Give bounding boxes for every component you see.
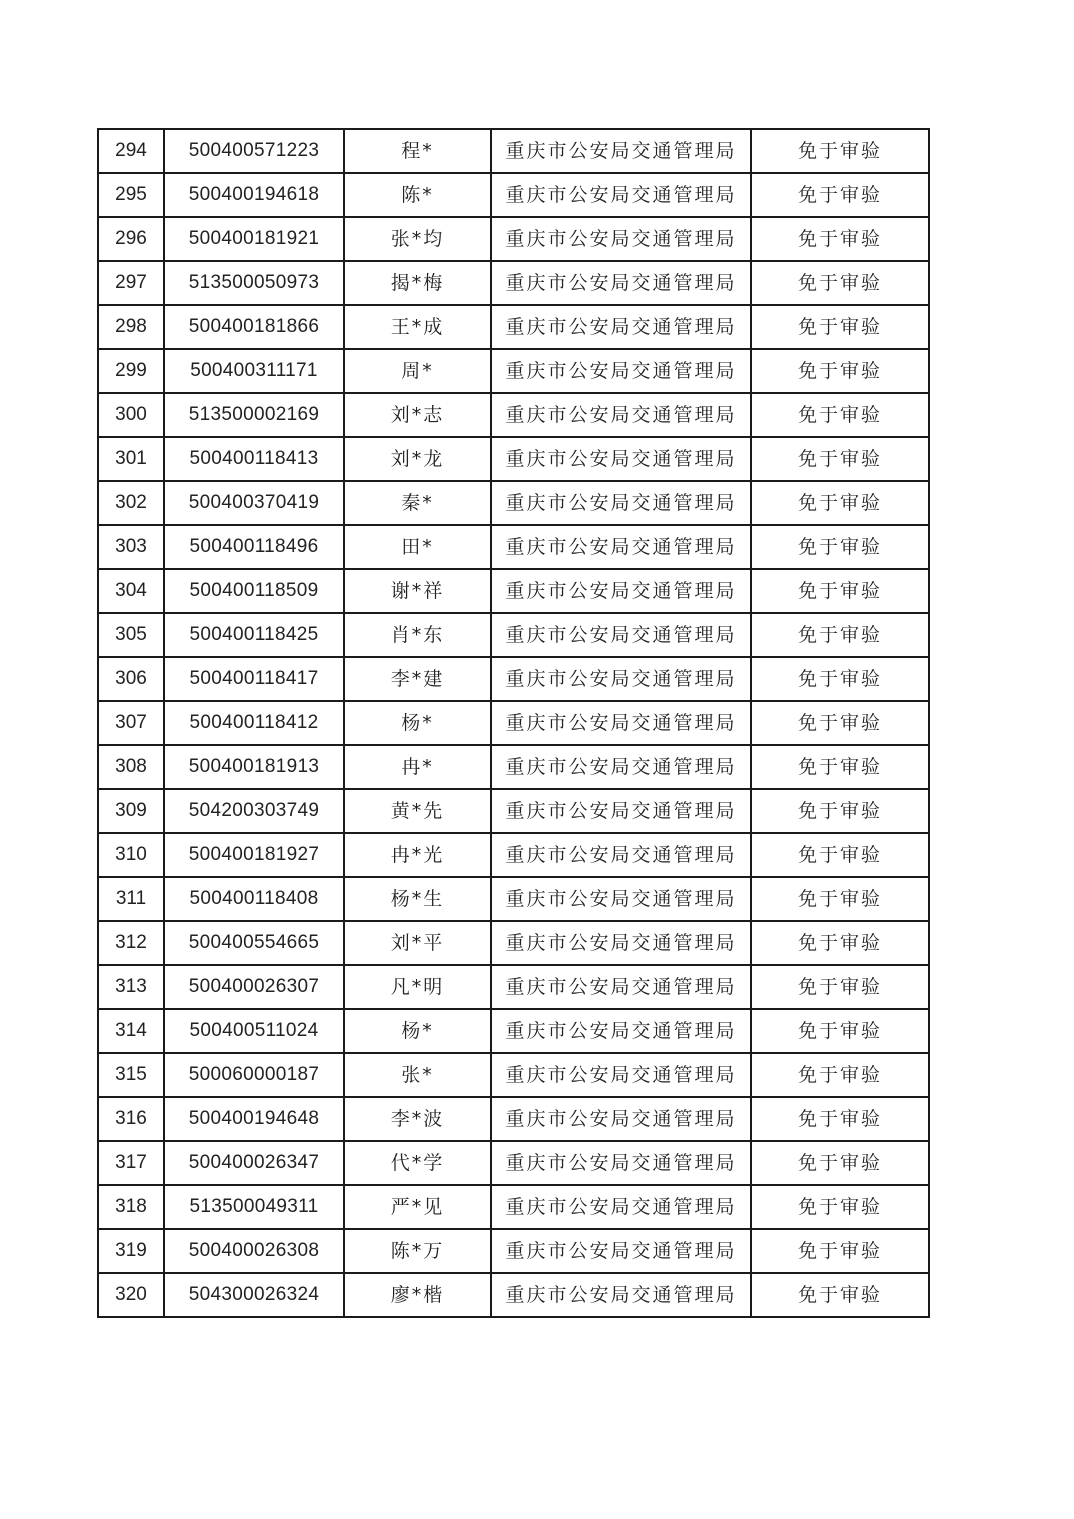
person-name-cell: 李*建 [344,657,491,701]
sequence-number-cell: 314 [98,1009,164,1053]
roster-table-body [98,129,929,1317]
license-number-cell: 500400311171 [164,349,344,393]
sequence-number-cell: 301 [98,437,164,481]
license-number-cell: 500400118417 [164,657,344,701]
person-name-cell: 杨* [344,1009,491,1053]
issuing-authority-cell: 重庆市公安局交通管理局 [491,657,751,701]
review-result-cell: 免于审验 [751,965,929,1009]
person-name-cell: 陈* [344,173,491,217]
table-row [98,657,929,701]
person-name-cell: 田* [344,525,491,569]
license-number-cell: 500400118408 [164,877,344,921]
license-number-cell: 500400370419 [164,481,344,525]
license-number-cell: 500400571223 [164,129,344,173]
review-result-cell: 免于审验 [751,1273,929,1317]
review-result-cell: 免于审验 [751,1229,929,1273]
review-result-cell: 免于审验 [751,1097,929,1141]
person-name-cell: 肖*东 [344,613,491,657]
issuing-authority-cell: 重庆市公安局交通管理局 [491,1273,751,1317]
person-name-cell: 张*均 [344,217,491,261]
license-number-cell: 500400118509 [164,569,344,613]
table-row [98,789,929,833]
sequence-number-cell: 298 [98,305,164,349]
person-name-cell: 冉* [344,745,491,789]
review-result-cell: 免于审验 [751,613,929,657]
person-name-cell: 刘*龙 [344,437,491,481]
review-result-cell: 免于审验 [751,569,929,613]
sequence-number-cell: 307 [98,701,164,745]
sequence-number-cell: 310 [98,833,164,877]
license-number-cell: 500400194618 [164,173,344,217]
review-result-cell: 免于审验 [751,1141,929,1185]
issuing-authority-cell: 重庆市公安局交通管理局 [491,921,751,965]
sequence-number-cell: 311 [98,877,164,921]
license-number-cell: 500400554665 [164,921,344,965]
table-row [98,129,929,173]
person-name-cell: 张* [344,1053,491,1097]
issuing-authority-cell: 重庆市公安局交通管理局 [491,481,751,525]
license-number-cell: 500400026307 [164,965,344,1009]
review-result-cell: 免于审验 [751,833,929,877]
sequence-number-cell: 302 [98,481,164,525]
issuing-authority-cell: 重庆市公安局交通管理局 [491,569,751,613]
table-row [98,1141,929,1185]
sequence-number-cell: 313 [98,965,164,1009]
table-row [98,613,929,657]
issuing-authority-cell: 重庆市公安局交通管理局 [491,217,751,261]
table-row [98,877,929,921]
review-result-cell: 免于审验 [751,217,929,261]
sequence-number-cell: 296 [98,217,164,261]
table-row [98,1009,929,1053]
person-name-cell: 严*见 [344,1185,491,1229]
license-number-cell: 500400511024 [164,1009,344,1053]
sequence-number-cell: 320 [98,1273,164,1317]
issuing-authority-cell: 重庆市公安局交通管理局 [491,305,751,349]
issuing-authority-cell: 重庆市公安局交通管理局 [491,701,751,745]
sequence-number-cell: 297 [98,261,164,305]
table-row [98,965,929,1009]
issuing-authority-cell: 重庆市公安局交通管理局 [491,1185,751,1229]
license-number-cell: 500400026308 [164,1229,344,1273]
license-number-cell: 500400181913 [164,745,344,789]
person-name-cell: 陈*万 [344,1229,491,1273]
license-number-cell: 500400181927 [164,833,344,877]
person-name-cell: 秦* [344,481,491,525]
issuing-authority-cell: 重庆市公安局交通管理局 [491,1229,751,1273]
issuing-authority-cell: 重庆市公安局交通管理局 [491,525,751,569]
issuing-authority-cell: 重庆市公安局交通管理局 [491,1141,751,1185]
license-number-cell: 500400194648 [164,1097,344,1141]
issuing-authority-cell: 重庆市公安局交通管理局 [491,1097,751,1141]
table-row [98,921,929,965]
review-result-cell: 免于审验 [751,701,929,745]
sequence-number-cell: 294 [98,129,164,173]
person-name-cell: 杨*生 [344,877,491,921]
review-result-cell: 免于审验 [751,657,929,701]
sequence-number-cell: 300 [98,393,164,437]
sequence-number-cell: 306 [98,657,164,701]
issuing-authority-cell: 重庆市公安局交通管理局 [491,173,751,217]
person-name-cell: 揭*梅 [344,261,491,305]
person-name-cell: 程* [344,129,491,173]
license-number-cell: 500400118413 [164,437,344,481]
license-number-cell: 504300026324 [164,1273,344,1317]
table-row [98,1185,929,1229]
person-name-cell: 刘*志 [344,393,491,437]
review-result-cell: 免于审验 [751,305,929,349]
review-result-cell: 免于审验 [751,481,929,525]
table-row [98,349,929,393]
table-row [98,261,929,305]
license-number-cell: 500400026347 [164,1141,344,1185]
table-row [98,1053,929,1097]
issuing-authority-cell: 重庆市公安局交通管理局 [491,745,751,789]
review-result-cell: 免于审验 [751,173,929,217]
person-name-cell: 凡*明 [344,965,491,1009]
table-row [98,525,929,569]
table-row [98,701,929,745]
license-number-cell: 500060000187 [164,1053,344,1097]
review-result-cell: 免于审验 [751,525,929,569]
review-result-cell: 免于审验 [751,437,929,481]
review-result-cell: 免于审验 [751,1185,929,1229]
table-row [98,173,929,217]
table-row [98,833,929,877]
sequence-number-cell: 312 [98,921,164,965]
table-row [98,393,929,437]
sequence-number-cell: 309 [98,789,164,833]
table-row [98,569,929,613]
review-result-cell: 免于审验 [751,261,929,305]
issuing-authority-cell: 重庆市公安局交通管理局 [491,613,751,657]
sequence-number-cell: 305 [98,613,164,657]
person-name-cell: 李*波 [344,1097,491,1141]
sequence-number-cell: 319 [98,1229,164,1273]
license-number-cell: 513500002169 [164,393,344,437]
review-result-cell: 免于审验 [751,349,929,393]
sequence-number-cell: 303 [98,525,164,569]
review-result-cell: 免于审验 [751,1053,929,1097]
table-row [98,305,929,349]
license-number-cell: 513500050973 [164,261,344,305]
issuing-authority-cell: 重庆市公安局交通管理局 [491,261,751,305]
review-result-cell: 免于审验 [751,921,929,965]
issuing-authority-cell: 重庆市公安局交通管理局 [491,1053,751,1097]
roster-table [97,128,930,1318]
table-row [98,1097,929,1141]
sequence-number-cell: 315 [98,1053,164,1097]
person-name-cell: 廖*楷 [344,1273,491,1317]
review-result-cell: 免于审验 [751,789,929,833]
review-result-cell: 免于审验 [751,877,929,921]
person-name-cell: 谢*祥 [344,569,491,613]
table-row [98,1273,929,1317]
person-name-cell: 代*学 [344,1141,491,1185]
issuing-authority-cell: 重庆市公安局交通管理局 [491,877,751,921]
table-row [98,481,929,525]
sequence-number-cell: 295 [98,173,164,217]
issuing-authority-cell: 重庆市公安局交通管理局 [491,349,751,393]
issuing-authority-cell: 重庆市公安局交通管理局 [491,833,751,877]
review-result-cell: 免于审验 [751,745,929,789]
issuing-authority-cell: 重庆市公安局交通管理局 [491,393,751,437]
person-name-cell: 黄*先 [344,789,491,833]
issuing-authority-cell: 重庆市公安局交通管理局 [491,437,751,481]
review-result-cell: 免于审验 [751,1009,929,1053]
person-name-cell: 冉*光 [344,833,491,877]
review-result-cell: 免于审验 [751,129,929,173]
table-row [98,745,929,789]
person-name-cell: 刘*平 [344,921,491,965]
sequence-number-cell: 304 [98,569,164,613]
issuing-authority-cell: 重庆市公安局交通管理局 [491,965,751,1009]
table-row [98,437,929,481]
review-result-cell: 免于审验 [751,393,929,437]
sequence-number-cell: 308 [98,745,164,789]
license-number-cell: 500400118496 [164,525,344,569]
license-number-cell: 500400181866 [164,305,344,349]
issuing-authority-cell: 重庆市公安局交通管理局 [491,789,751,833]
person-name-cell: 王*成 [344,305,491,349]
license-number-cell: 500400118412 [164,701,344,745]
table-row [98,1229,929,1273]
issuing-authority-cell: 重庆市公安局交通管理局 [491,129,751,173]
license-number-cell: 500400118425 [164,613,344,657]
sequence-number-cell: 318 [98,1185,164,1229]
person-name-cell: 周* [344,349,491,393]
license-number-cell: 513500049311 [164,1185,344,1229]
sequence-number-cell: 299 [98,349,164,393]
table-row [98,217,929,261]
sequence-number-cell: 317 [98,1141,164,1185]
license-number-cell: 504200303749 [164,789,344,833]
issuing-authority-cell: 重庆市公安局交通管理局 [491,1009,751,1053]
sequence-number-cell: 316 [98,1097,164,1141]
person-name-cell: 杨* [344,701,491,745]
license-number-cell: 500400181921 [164,217,344,261]
